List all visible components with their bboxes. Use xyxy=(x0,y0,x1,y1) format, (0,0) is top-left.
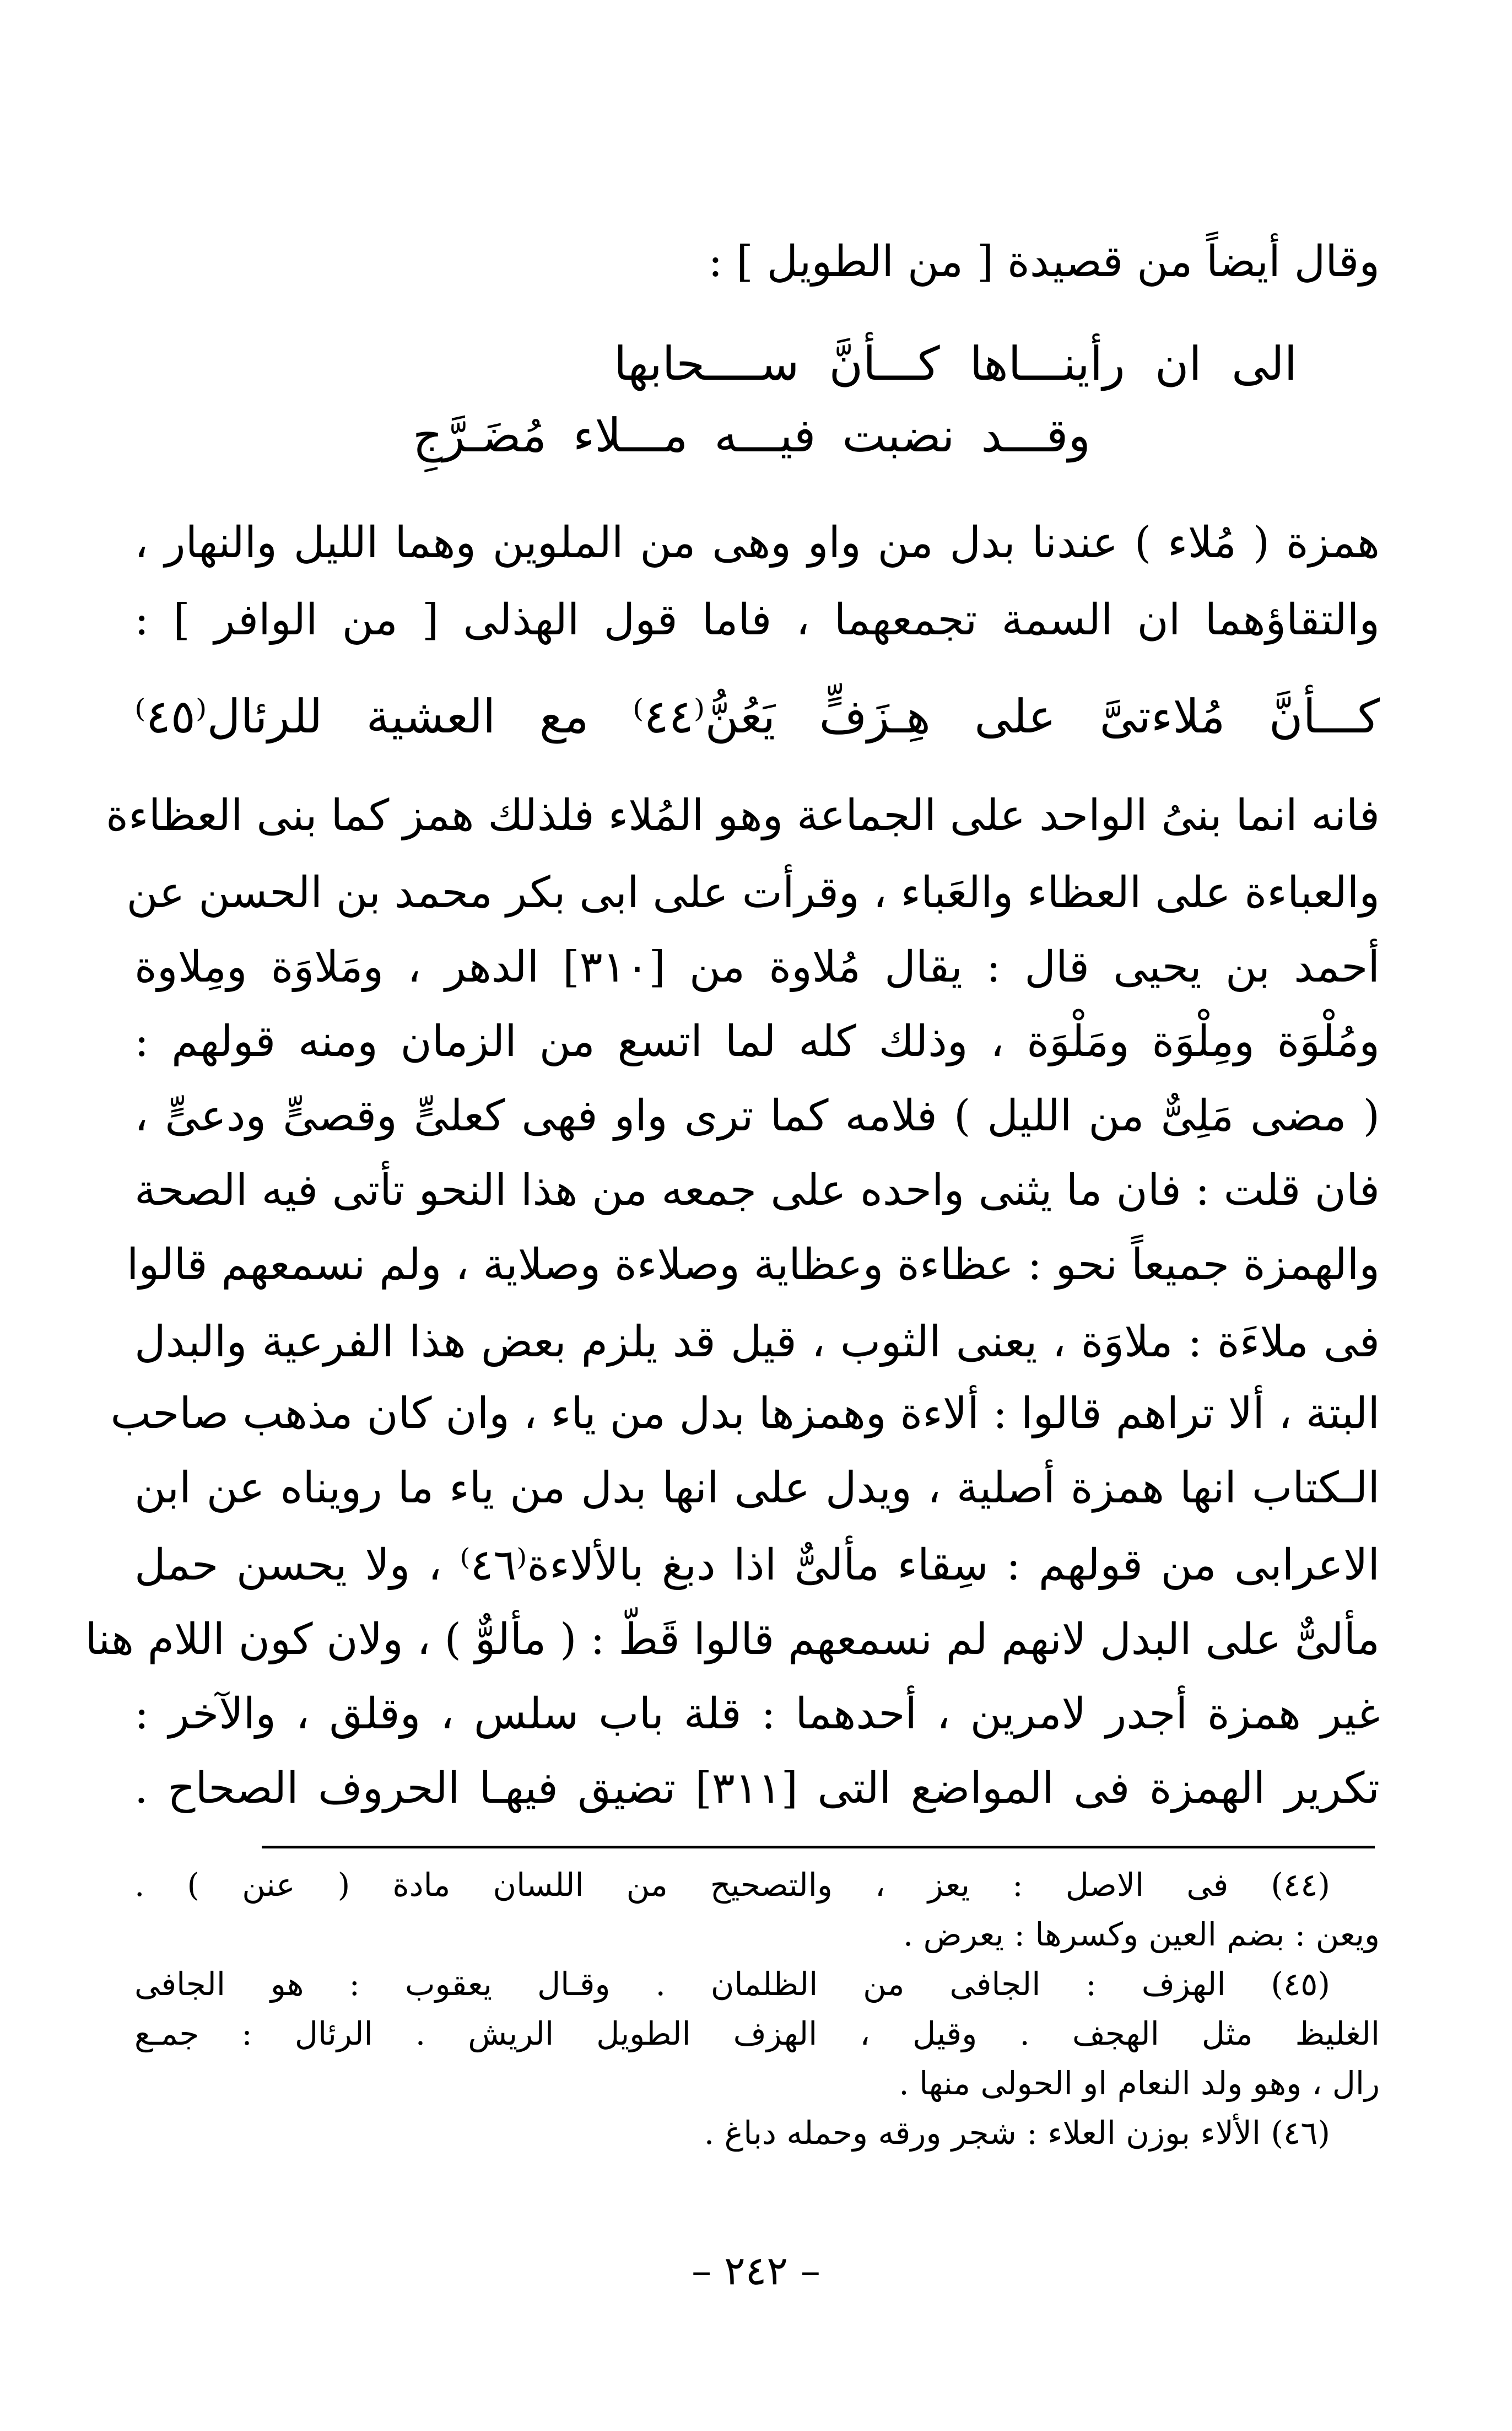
paragraph-2-line-2: والعباءة على العظاء والعَباء ، وقرأت على ابى بكر محمد بن الحسن عن xyxy=(126,868,1380,918)
paragraph-2-line-13: غير همزة أجدر لامرين ، أحدهما : قلة باب سلس ، وقلق ، والآخر : xyxy=(134,1689,1380,1739)
footnote-45-line-2: الغليظ مثل الهجف . وقيل ، الهزف الطويل الريش . الرئال : جمـع xyxy=(134,2015,1380,2052)
paragraph-1-line-1: همزة ( مُلاء ) عندنا بدل من واو وهى من الملوين وهما الليل والنهار ، xyxy=(134,518,1380,568)
intro-line: وقال أيضاً من قصيدة [ من الطويل ] : xyxy=(708,237,1380,287)
verse-2: كـــأنَّ مُلاءتىَّ على هِـزَفٍّ يَعُنُّ⁽٤٤⁾ مع العشية للرئال⁽٤٥⁾ xyxy=(134,689,1380,743)
footnote-separator xyxy=(262,1846,1375,1848)
verse-1-hemistich-1: الى ان رأينـــاها كـــأنَّ ســــحابها xyxy=(614,337,1297,391)
footnote-46: (٤٦) الألاء بوزن العلاء : شجر ورقه وحمله دباغ . xyxy=(704,2114,1330,2152)
paragraph-2-line-8: فى ملاءَة : ملاوَة ، يعنى الثوب ، قيل قد يلزم بعض هذا الفرعية والبدل xyxy=(134,1317,1380,1367)
verse-1-hemistich-2: وقـــد نضبت فيـــه مـــلاء مُضَـرَّجِ xyxy=(413,408,1090,462)
footnote-44-line-1: (٤٤) فى الاصل : يعز ، والتصحيح من اللسان مادة ( عنن ) . xyxy=(134,1866,1330,1904)
paragraph-2-line-3: أحمد بن يحيى قال : يقال مُلاوة من [٣١٠] الدهر ، ومَلاوَة ومِلاوة xyxy=(134,942,1380,992)
page-number: – ٢٤٢ – xyxy=(692,2247,820,2294)
paragraph-2-line-10: الـكتاب انها همزة أصلية ، ويدل على انها بدل من ياء ما رويناه عن ابن xyxy=(134,1463,1380,1513)
footnote-45-line-1: (٤٥) الهزف : الجافى من الظلمان . وقـال يعقوب : هو الجافى xyxy=(134,1965,1330,2003)
paragraph-2-line-5: ( مضى مَلِىٌّ من الليل ) فلامه كما ترى واو فهى كعلىٍّ وقصىٍّ ودعىٍّ ، xyxy=(134,1091,1380,1141)
paragraph-2-line-6: فان قلت : فان ما يثنى واحده على جمعه من هذا النحو تأتى فيه الصحة xyxy=(134,1166,1380,1215)
paragraph-2-line-12: مألىٌّ على البدل لانهم لم نسمعهم قالوا قَطّ : ( مألوٌّ ) ، ولان كون اللام هنا xyxy=(85,1615,1380,1664)
paragraph-2-line-11: الاعرابى من قولهم : سِقاء مألىٌّ اذا دبغ بالألاءة⁽٤٦⁾ ، ولا يحسن حمل xyxy=(134,1540,1380,1590)
paragraph-2-line-1: فانه انما بنىُ الواحد على الجماعة وهو المُلاء فلذلك همز كما بنى العظاءة xyxy=(106,791,1380,840)
paragraph-2-line-7: والهمزة جميعاً نحو : عظاءة وعظاية وصلاءة وصلاية ، ولم نسمعهم قالوا xyxy=(126,1240,1380,1290)
footnote-44-line-2: ويعن : بضم العين وكسرها : يعرض . xyxy=(903,1916,1380,1953)
paragraph-2-line-9: البتة ، ألا تراهم قالوا : ألاءة وهمزها بدل من ياء ، وان كان مذهب صاحب xyxy=(110,1389,1380,1438)
paragraph-1-line-2: والتقاؤهما ان السمة تجمعهما ، فاما قول الهذلى [ من الوافر ] : xyxy=(134,595,1380,645)
paragraph-2-line-4: ومُلْوَة ومِلْوَة ومَلْوَة ، وذلك كله لما اتسع من الزمان ومنه قولهم : xyxy=(134,1017,1380,1066)
footnote-45-line-3: رال ، وهو ولد النعام او الحولى منها . xyxy=(899,2065,1380,2102)
paragraph-2-line-14: تكرير الهمزة فى المواضع التى [٣١١] تضيق فيهـا الحروف الصحاح . xyxy=(134,1764,1380,1813)
